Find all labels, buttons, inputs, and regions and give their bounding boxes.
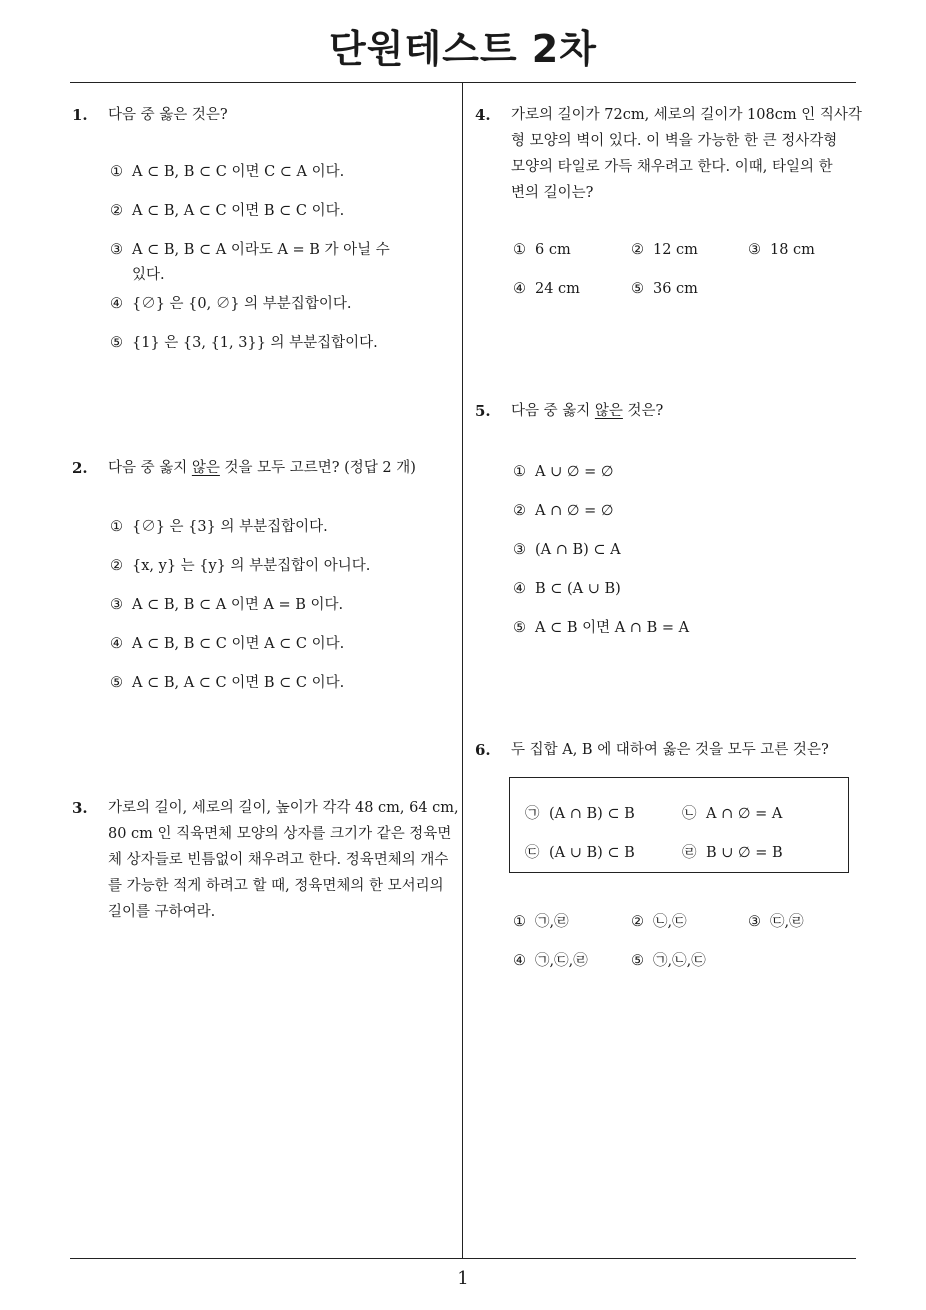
- option[interactable]: [110, 330, 378, 356]
- option[interactable]: [513, 276, 580, 302]
- option-mark: ①: [110, 519, 123, 535]
- question-number: 3.: [72, 799, 88, 817]
- option[interactable]: [110, 514, 328, 540]
- option[interactable]: [631, 909, 687, 935]
- option[interactable]: [748, 909, 804, 935]
- option-mark: ③: [513, 542, 526, 558]
- option-text: (A ∩ B) ⊂ A: [535, 542, 621, 558]
- option-mark: ④: [110, 296, 123, 312]
- option-text: 있다.: [132, 267, 165, 283]
- option[interactable]: [110, 291, 351, 317]
- option-mark: ⑤: [110, 335, 123, 351]
- option[interactable]: [631, 276, 698, 302]
- question-text: 가로의 길이, 세로의 길이, 높이가 각각 48 cm, 64 cm, 80 cm 인 직육면체 모양의 상자를 크기가 같은 정육면 체 상자들로 빈틈없이 채우려고 한다. 정육면체의 개수 를 가능한 적게 하려고 할 때, 정육면체의 한 모서리의 길이를 구하여라.: [108, 800, 459, 920]
- option-mark: ③: [748, 242, 761, 258]
- option-text: A ∪ ∅ = ∅: [535, 464, 614, 480]
- option-mark: ②: [631, 242, 644, 258]
- option-text: 24 cm: [535, 281, 580, 297]
- option-mark: ①: [110, 164, 123, 180]
- option-mark: ③: [748, 914, 761, 930]
- option-mark: ③: [110, 242, 123, 258]
- option[interactable]: [110, 631, 344, 657]
- question-number: 6.: [475, 741, 491, 759]
- page-number: 1: [457, 1268, 469, 1289]
- question-text: 다음 중 옳지 않은 것을 모두 고르면? (정답 2 개): [108, 460, 416, 476]
- option-text: ㉡,㉢: [653, 914, 687, 930]
- option-text: A ⊂ B, B ⊂ C 이면 C ⊂ A 이다.: [132, 164, 345, 180]
- option-mark: ④: [513, 953, 526, 969]
- option-text: A ⊂ B, A ⊂ C 이면 B ⊂ C 이다.: [132, 675, 345, 691]
- option[interactable]: [631, 237, 698, 263]
- option-text: A ⊂ B, B ⊂ A 이면 A = B 이다.: [132, 597, 344, 613]
- statement-box: [509, 777, 849, 873]
- option-text: {x, y} 는 {y} 의 부분집합이 아니다.: [132, 558, 371, 574]
- statement-mark: ㉣: [682, 845, 697, 861]
- statement-mark: ㉠: [525, 806, 540, 822]
- statement-text: (A ∩ B) ⊂ B: [549, 806, 635, 822]
- bottom-divider: [70, 1258, 856, 1259]
- option-text: B ⊂ (A ∪ B): [535, 581, 621, 597]
- question-text: 가로의 길이가 72cm, 세로의 길이가 108cm 인 직사각 형 모양의 벽이 있다. 이 벽을 가능한 한 큰 정사각형 모양의 타일로 가득 채우려고 한다. 이때, 타일의 한 변의 길이는?: [511, 107, 862, 201]
- page-title: 단원테스트 2차: [329, 27, 597, 71]
- option-text: 6 cm: [535, 242, 571, 258]
- option[interactable]: [110, 553, 370, 579]
- option[interactable]: [513, 537, 621, 563]
- option-mark: ⑤: [631, 953, 644, 969]
- option-continuation: [110, 262, 165, 288]
- statement-mark: ㉢: [525, 845, 540, 861]
- option-mark: ②: [110, 558, 123, 574]
- option[interactable]: [513, 948, 588, 974]
- top-divider: [70, 82, 856, 83]
- option-text: 12 cm: [653, 242, 698, 258]
- option-mark: ②: [513, 503, 526, 519]
- option-text: 18 cm: [770, 242, 815, 258]
- option[interactable]: [110, 237, 390, 263]
- question-number: 2.: [72, 459, 88, 477]
- option-text: {1} 은 {3, {1, 3}} 의 부분집합이다.: [132, 335, 378, 351]
- option-text: ㉠,㉣: [535, 914, 569, 930]
- statement-item: [682, 840, 783, 866]
- option-mark: ③: [110, 597, 123, 613]
- option[interactable]: [513, 576, 621, 602]
- option-mark: ④: [513, 281, 526, 297]
- question-text: 다음 중 옳은 것은?: [108, 107, 228, 123]
- option-mark: ⑤: [110, 675, 123, 691]
- option[interactable]: [631, 948, 706, 974]
- option-mark: ⑤: [513, 620, 526, 636]
- statement-item: [682, 801, 782, 827]
- option[interactable]: [110, 159, 344, 185]
- option[interactable]: [513, 615, 689, 641]
- underlined-word: 않은: [191, 460, 220, 476]
- statement-text: (A ∪ B) ⊂ B: [549, 845, 635, 861]
- option-text: ㉢,㉣: [770, 914, 804, 930]
- statement-text: B ∪ ∅ = B: [706, 845, 783, 861]
- question-text: 다음 중 옳지 않은 것은?: [511, 403, 664, 419]
- option-mark: ①: [513, 464, 526, 480]
- option-text: A ⊂ B, B ⊂ C 이면 A ⊂ C 이다.: [132, 636, 345, 652]
- option-mark: ②: [110, 203, 123, 219]
- option[interactable]: [110, 592, 343, 618]
- option[interactable]: [110, 670, 344, 696]
- option-mark: ②: [631, 914, 644, 930]
- option-text: A ⊂ B, B ⊂ A 이라도 A = B 가 아닐 수: [132, 242, 390, 258]
- option[interactable]: [513, 459, 613, 485]
- option-mark: ①: [513, 242, 526, 258]
- option[interactable]: [513, 237, 571, 263]
- question-number: 5.: [475, 402, 491, 420]
- option-text: {∅} 은 {0, ∅} 의 부분집합이다.: [132, 296, 352, 312]
- statement-item: [525, 840, 635, 866]
- option-text: A ⊂ B 이면 A ∩ B = A: [535, 620, 690, 636]
- statement-item: [525, 801, 635, 827]
- option-text: A ⊂ B, A ⊂ C 이면 B ⊂ C 이다.: [132, 203, 345, 219]
- question-number: 4.: [475, 106, 491, 124]
- column-divider: [462, 83, 463, 1259]
- option[interactable]: [513, 498, 613, 524]
- option-mark: ④: [110, 636, 123, 652]
- option[interactable]: [748, 237, 815, 263]
- option-text: ㉠,㉡,㉢: [653, 953, 706, 969]
- option-text: A ∩ ∅ = ∅: [535, 503, 614, 519]
- option-text: ㉠,㉢,㉣: [535, 953, 588, 969]
- option-mark: ①: [513, 914, 526, 930]
- underlined-word: 않은: [594, 403, 623, 419]
- option-text: {∅} 은 {3} 의 부분집합이다.: [132, 519, 328, 535]
- option-text: 36 cm: [653, 281, 698, 297]
- question-text: 두 집합 A, B 에 대하여 옳은 것을 모두 고른 것은?: [511, 742, 829, 758]
- option[interactable]: [513, 909, 569, 935]
- option-mark: ⑤: [631, 281, 644, 297]
- option-mark: ④: [513, 581, 526, 597]
- option[interactable]: [110, 198, 344, 224]
- statement-mark: ㉡: [682, 806, 697, 822]
- statement-text: A ∩ ∅ = A: [706, 806, 783, 822]
- question-number: 1.: [72, 106, 88, 124]
